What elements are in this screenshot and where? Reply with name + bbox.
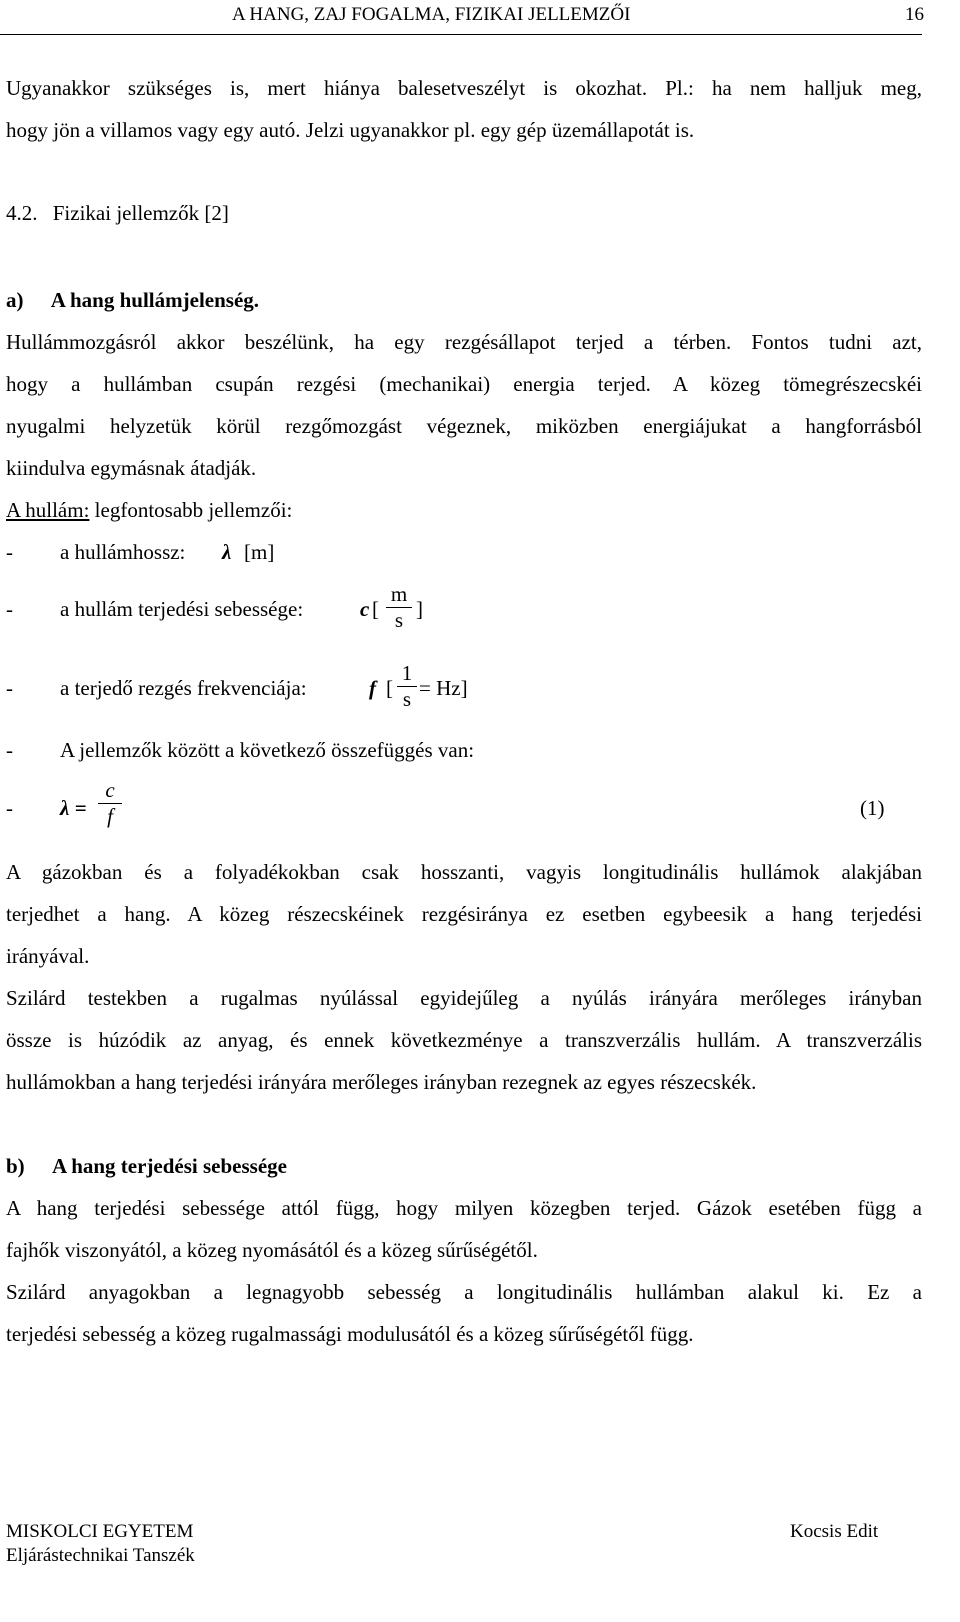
para-c-line-2: fajhők viszonyától, a közeg nyomásától és a közeg sűrűségétől.: [6, 1238, 538, 1262]
subsection-a-letter: a): [6, 288, 24, 312]
formula-den: f: [98, 803, 122, 829]
subsection-b-letter: b): [6, 1154, 25, 1178]
intro-line-2: hogy jön a villamos vagy egy autó. Jelzi ugyanakkor pl. egy gép üzemállapotát is.: [6, 118, 695, 142]
para-b2-line-3: hullámokban a hang terjedési irányára merőleges irányban rezegnek az egyes részecskék.: [6, 1070, 757, 1094]
wavelength-symbol: λ: [222, 540, 232, 564]
dash: -: [6, 676, 13, 700]
wave-label: A hullám:: [6, 498, 90, 522]
para-d-line-1: Szilárd anyagokban a legnagyobb sebesség a longitudinális hullámban alakul ki. Ez a: [6, 1280, 922, 1304]
equation-number: (1): [860, 796, 885, 820]
speed-open: [: [372, 597, 379, 621]
freq-symbol: f: [369, 676, 376, 700]
formula-lhs: λ =: [60, 796, 87, 820]
dash: -: [6, 796, 13, 820]
speed-unit-fraction: [386, 582, 412, 633]
para-a-line-1: Hullámmozgásról akkor beszélünk, ha egy rezgésállapot terjed a térben. Fontos tudni azt,: [6, 330, 922, 354]
subsection-b-title: A hang terjedési sebessége: [51, 1154, 287, 1178]
para-b2-line-1: Szilárd testekben a rugalmas nyúlással egyidejűleg a nyúlás irányára merőleges irányban: [6, 986, 922, 1010]
para-b2-line-2: össze is húzódik az anyag, és ennek következménye a transzverzális hullám. A transzverzális: [6, 1028, 922, 1052]
para-b1-line-2: terjedhet a hang. A közeg részecskéinek rezgésiránya ez esetben egybeesik a hang terjedési: [6, 902, 922, 926]
para-a-line-3: nyugalmi helyzetük körül rezgőmozgást végeznek, miközben energiájukat a hangforrásból: [6, 414, 922, 438]
footer-department: Eljárástechnikai Tanszék: [6, 1545, 195, 1566]
wave-intro-rest: legfontosabb jellemzői:: [89, 498, 293, 522]
para-b1-line-1: A gázokban és a folyadékokban csak hosszanti, vagyis longitudinális hullámok alakjában: [6, 860, 922, 884]
speed-symbol: c: [360, 597, 370, 621]
freq-unit-num: 1: [401, 661, 413, 685]
section-heading: [6, 201, 229, 226]
wave-intro: [6, 498, 292, 523]
section-title: Fizikai jellemzők [2]: [52, 201, 229, 225]
dash: -: [6, 540, 13, 564]
para-d-line-2: terjedési sebesség a közeg rugalmassági modulusától és a közeg sűrűségétől függ.: [6, 1322, 694, 1346]
freq-unit-rest: = Hz]: [419, 676, 468, 700]
para-a-line-4: kiindulva egymásnak átadják.: [6, 456, 257, 480]
dash: -: [6, 597, 13, 621]
freq-unit-fraction: [397, 661, 417, 712]
intro-line-1: Ugyanakkor szükséges is, mert hiánya balesetveszélyt is okozhat. Pl.: ha nem halljuk meg,: [6, 76, 922, 100]
speed-unit-den: s: [386, 607, 412, 633]
subsection-a-heading: [6, 288, 259, 313]
speed-label: a hullám terjedési sebessége:: [60, 597, 304, 621]
para-a-line-2: hogy a hullámban csupán rezgési (mechanikai) energia terjed. A közeg tömegrészecskéi: [6, 372, 922, 396]
freq-unit-den: s: [397, 686, 417, 712]
formula-fraction: [98, 778, 122, 829]
formula-num: c: [105, 778, 115, 802]
speed-close: ]: [416, 597, 423, 621]
wavelength-unit: [m]: [244, 540, 275, 564]
wavelength-label: a hullámhossz:: [60, 540, 186, 564]
footer-author: Kocsis Edit: [790, 1521, 879, 1542]
page-number: 16: [905, 4, 924, 25]
section-number: 4.2.: [6, 201, 38, 225]
para-c-line-1: A hang terjedési sebessége attól függ, hogy milyen közegben terjed. Gázok esetében függ a: [6, 1196, 922, 1220]
para-b1-line-3: irányával.: [6, 944, 90, 968]
freq-open: [: [386, 676, 393, 700]
speed-unit-num: m: [390, 582, 408, 606]
footer-university: MISKOLCI EGYETEM: [6, 1521, 194, 1542]
subsection-a-title: A hang hullámjelenség.: [50, 288, 260, 312]
page-header: [0, 0, 922, 35]
freq-label: a terjedő rezgés frekvenciája:: [60, 676, 307, 700]
dash: -: [6, 738, 13, 762]
subsection-b-heading: [6, 1154, 287, 1179]
relation-text: A jellemzők között a következő összefüggés van:: [60, 738, 475, 762]
header-title: A HANG, ZAJ FOGALMA, FIZIKAI JELLEMZŐI: [232, 4, 631, 25]
